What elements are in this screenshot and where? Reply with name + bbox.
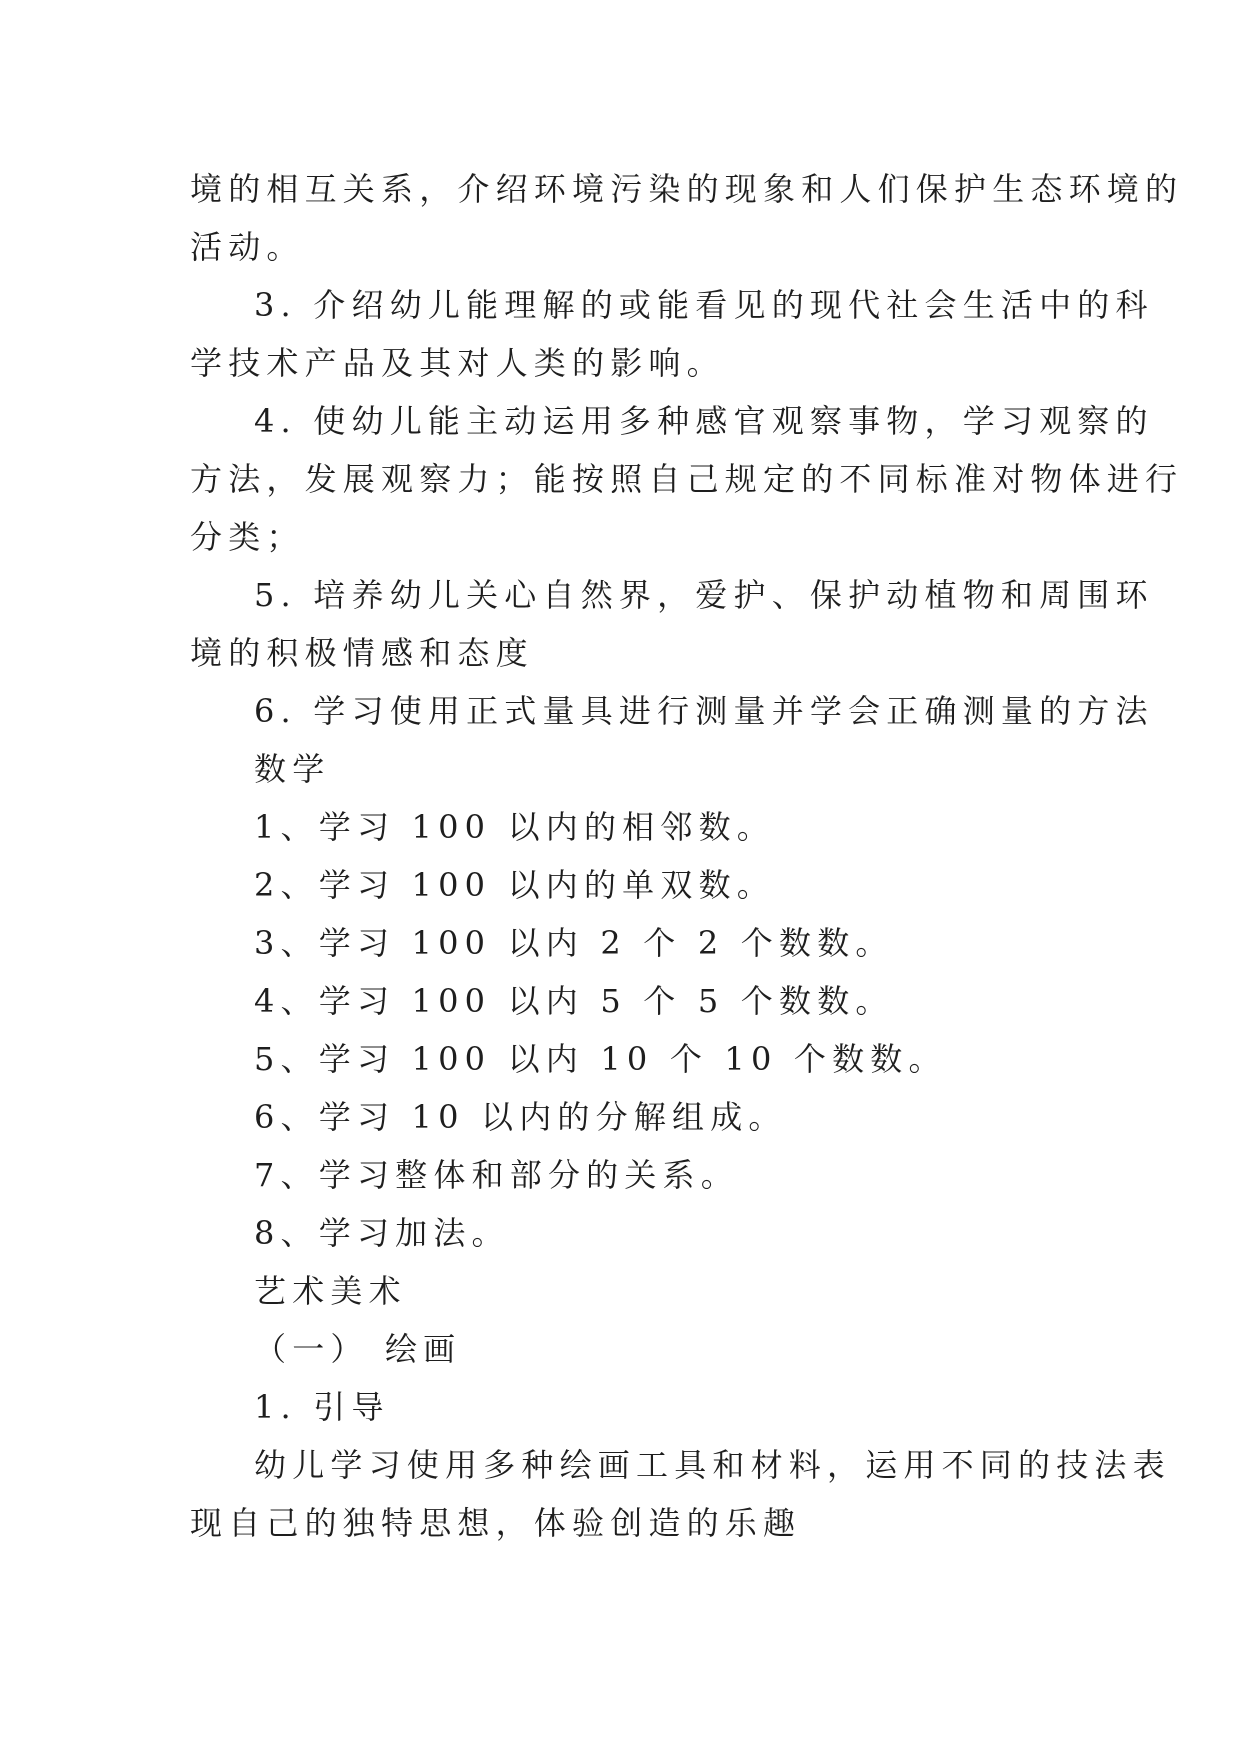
paragraph-line: 活动。 <box>190 228 305 266</box>
subsection-heading-drawing: （一） 绘画 <box>254 1330 462 1368</box>
list-item-math-7: 7、学习整体和部分的关系。 <box>254 1156 739 1194</box>
list-item-math-8: 8、学习加法。 <box>254 1214 510 1252</box>
section-heading-math: 数学 <box>254 750 331 788</box>
list-item-math-2: 2、学习 100 以内的单双数。 <box>254 866 775 904</box>
paragraph-line: 方法，发展观察力；能按照自己规定的不同标准对物体进行 <box>190 460 1184 498</box>
paragraph-line: 境的积极情感和态度 <box>190 634 534 672</box>
list-item-math-4: 4、学习 100 以内 5 个 5 个数数。 <box>254 982 894 1020</box>
paragraph-line: 境的相互关系，介绍环境污染的现象和人们保护生态环境的 <box>190 170 1184 208</box>
list-item-math-5: 5、学习 100 以内 10 个 10 个数数。 <box>254 1040 947 1078</box>
list-item-science-4: 4. 使幼儿能主动运用多种感官观察事物，学习观察的 <box>254 402 1154 440</box>
list-item-math-1: 1、学习 100 以内的相邻数。 <box>254 808 775 846</box>
paragraph-line: 幼儿学习使用多种绘画工具和材料，运用不同的技法表 <box>254 1446 1171 1484</box>
list-item-math-6: 6、学习 10 以内的分解组成。 <box>254 1098 787 1136</box>
list-item-guide: 1. 引导 <box>254 1388 390 1426</box>
paragraph-line: 分类； <box>190 518 305 556</box>
document-body <box>190 160 1184 1552</box>
list-item-science-6: 6. 学习使用正式量具进行测量并学会正确测量的方法 <box>254 692 1154 730</box>
section-heading-art: 艺术美术 <box>254 1272 407 1310</box>
list-item-science-5: 5. 培养幼儿关心自然界，爱护、保护动植物和周围环 <box>254 576 1154 614</box>
paragraph-line: 学技术产品及其对人类的影响。 <box>190 344 725 382</box>
list-item-math-3: 3、学习 100 以内 2 个 2 个数数。 <box>254 924 894 962</box>
paragraph-line: 现自己的独特思想，体验创造的乐趣 <box>190 1504 802 1542</box>
list-item-science-3: 3. 介绍幼儿能理解的或能看见的现代社会生活中的科 <box>254 286 1154 324</box>
